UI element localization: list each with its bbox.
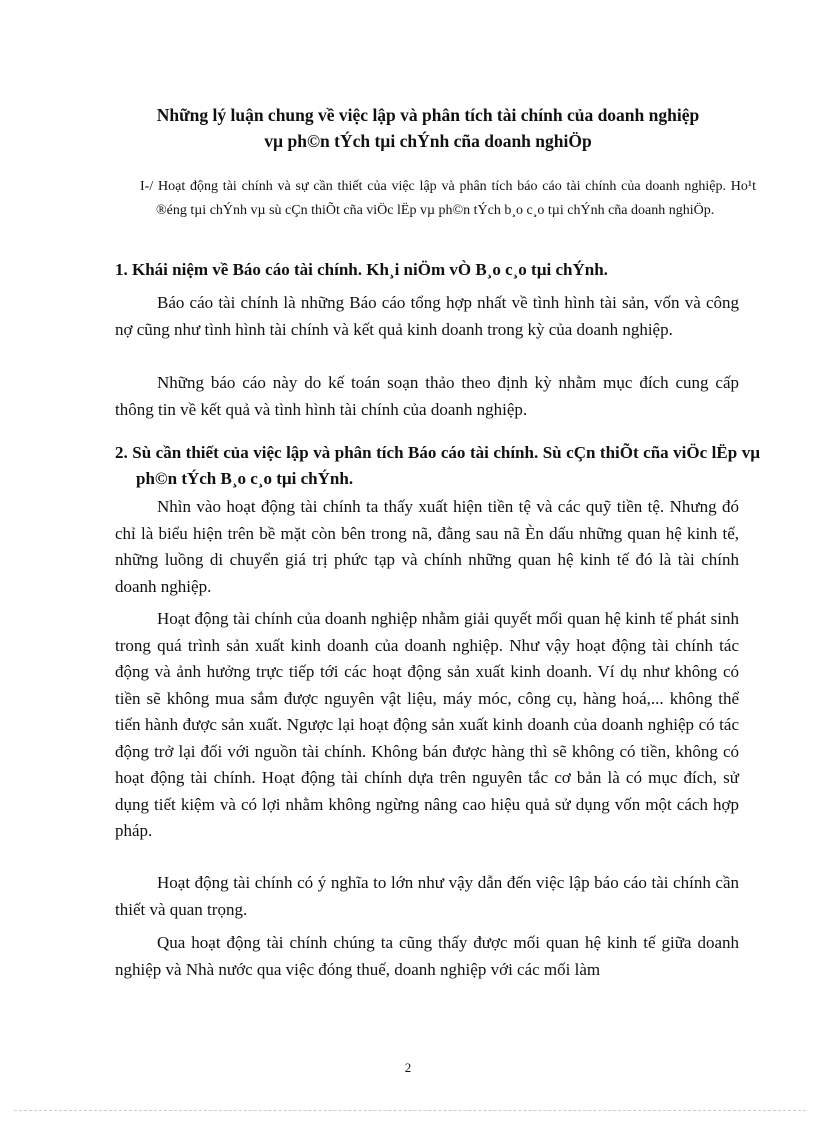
heading-2: 2. Sù cần thiết của việc lập và phân tích Báo cáo tài chính. Sù cÇn thiÕt cña viÖc lËp vµ ph©n tÝch B¸o c¸o tµi chÝnh. [115, 443, 760, 488]
document-title: Những lý luận chung về việc lập và phân tích tài chính của doanh nghiệp [156, 105, 700, 125]
paragraph-1: Báo cáo tài chính là những Báo cáo tổng hợp nhất về tình hình tài sản, vốn và công nợ cũng như tình hình tài chính và kết quả kinh doanh trong kỳ của doanh nghiệp. [115, 293, 739, 339]
document-title-legacy-font: vµ ph©n tÝch tµi chÝnh cña doanh nghiÖp [264, 131, 592, 151]
paragraph-6: Qua hoạt động tài chính chúng ta cũng thấy được mối quan hệ kinh tế giữa doanh nghiệp và Nhà nước qua việc đóng thuế, doanh nghiệp với các mối làm [115, 933, 739, 979]
paragraph-5: Hoạt động tài chính có ý nghĩa to lớn như vậy dẫn đến việc lập báo cáo tài chính cần thiết và quan trọng. [115, 873, 739, 919]
page-number: 2 [404, 1060, 412, 1075]
section-heading-i: I-/ Hoạt động tài chính và sự cần thiết của việc lập và phân tích báo cáo tài chính của doanh nghiệp. Ho¹t ®éng tµi chÝnh vµ sù cÇn thiÕt cña viÖc lËp vµ ph©n tÝch b¸o c¸o tµi chÝnh cña doanh nghiÖp. [140, 179, 756, 218]
heading-1: 1. Khái niệm về Báo cáo tài chính. Kh¸i niÖm vÒ B¸o c¸o tµi chÝnh. [115, 260, 608, 279]
paragraph-4: Hoạt động tài chính của doanh nghiệp nhằm giải quyết mối quan hệ kinh tế phát sinh trong quá trình sản xuất kinh doanh của doanh nghiệp. Như vậy hoạt động tài chính tác động và ảnh hưởng trực tiếp tới các hoạt động sản xuất kinh doanh. Ví dụ như không có tiền sẽ không mua sắm được nguyên vật liệu, máy móc, công cụ, hàng hoá,... không thể tiến hành được sản xuất. Ngược lại hoạt động sản xuất kinh doanh của doanh nghiệp có tác động trở lại đối với nguồn tài chính. Không bán được hàng thì sẽ không có tiền, không có hoạt động tài chính. Hoạt động tài chính dựa trên nguyên tắc cơ bản là có mục đích, sử dụng tiết kiệm và có lợi nhằm không ngừng nâng cao hiệu quả sử dụng vốn một cách hợp pháp. [115, 609, 739, 840]
paragraph-3: Nhìn vào hoạt động tài chính ta thấy xuất hiện tiền tệ và các quỹ tiền tệ. Nhưng đó chỉ là biểu hiện trên bề mặt còn bên trong nã, đằng sau nã Èn dấu những quan hệ kinh tế, những luồng di chuyển giá trị phức tạp và chính những quan hệ kinh tế đó là tài chính doanh nghiệp. [115, 497, 739, 596]
paragraph-2: Những báo cáo này do kế toán soạn thảo theo định kỳ nhằm mục đích cung cấp thông tin về kết quả và tình hình tài chính của doanh nghiệp. [115, 373, 739, 419]
page-divider [14, 1110, 806, 1111]
